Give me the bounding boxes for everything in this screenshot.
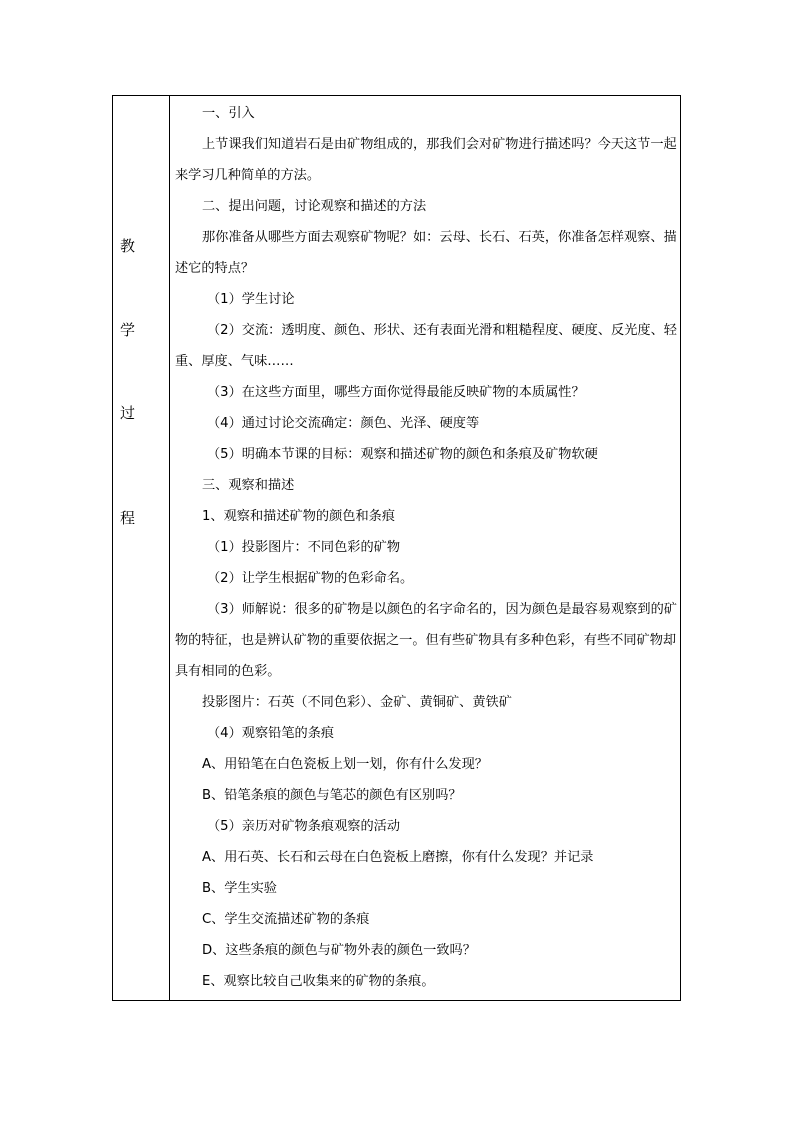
subheading-color-streak: 1、观察和描述矿物的颜色和条痕 <box>202 509 396 524</box>
list-item: B、学生实验 <box>202 881 277 896</box>
list-item: （5）亲历对矿物条痕观察的活动 <box>207 819 401 834</box>
list-item: E、观察比较自己收集来的矿物的条痕。 <box>202 974 435 989</box>
list-item: （2）交流：透明度、颜色、形状、还有表面光滑和粗糙程度、硬度、反光度、轻重、厚度、气味…… <box>175 323 677 369</box>
list-item: 投影图片：石英（不同色彩）、金矿、黄铜矿、黄铁矿 <box>202 695 512 710</box>
list-item: （4）通过讨论交流确定：颜色、光泽、硬度等 <box>207 416 480 431</box>
list-item: D、这些条痕的颜色与矿物外表的颜色一致吗？ <box>202 943 476 958</box>
list-item: A、用铅笔在白色瓷板上划一划，你有什么发现？ <box>202 757 488 772</box>
list-item: （1）学生讨论 <box>207 292 295 307</box>
section-label-char-2: 学 <box>119 321 135 339</box>
heading-problem: 二、提出问题，讨论观察和描述的方法 <box>202 199 427 214</box>
section-label-column <box>113 96 170 1000</box>
list-item: （3）师解说：很多的矿物是以颜色的名字命名的，因为颜色是最容易观察到的矿物的特征，也是辨认矿物的重要依据之一。但有些矿物具有多种色彩，有些不同矿物却具有相同的色彩。 <box>175 602 677 679</box>
list-item: C、学生交流描述矿物的条痕 <box>202 912 370 927</box>
section-label-char-4: 程 <box>119 509 135 527</box>
list-item: （3）在这些方面里，哪些方面你觉得最能反映矿物的本质属性？ <box>207 385 585 400</box>
list-item: B、铅笔条痕的颜色与笔芯的颜色有区别吗？ <box>202 788 462 803</box>
heading-intro: 一、引入 <box>202 106 255 121</box>
lesson-content <box>175 98 680 997</box>
paragraph-problem-text: 那你准备从哪些方面去观察矿物呢？如：云母、长石、石英，你准备怎样观察、描述它的特点？ <box>175 230 677 276</box>
list-item: （4）观察铅笔的条痕 <box>207 726 335 741</box>
lesson-table <box>112 95 681 1001</box>
section-label-char-3: 过 <box>119 404 135 422</box>
list-item: （5）明确本节课的目标：观察和描述矿物的颜色和条痕及矿物软硬 <box>207 447 598 462</box>
section-label-char-1: 教 <box>119 237 135 255</box>
heading-observe: 三、观察和描述 <box>202 478 295 493</box>
paragraph-intro-text: 上节课我们知道岩石是由矿物组成的，那我们会对矿物进行描述吗？今天这节一起来学习几种简单的方法。 <box>175 137 677 183</box>
content-column <box>170 96 680 1000</box>
list-item: A、用石英、长石和云母在白色瓷板上磨擦，你有什么发现？并记录 <box>202 850 594 865</box>
list-item: （2）让学生根据矿物的色彩命名。 <box>207 571 414 586</box>
list-item: （1）投影图片：不同色彩的矿物 <box>207 540 401 555</box>
